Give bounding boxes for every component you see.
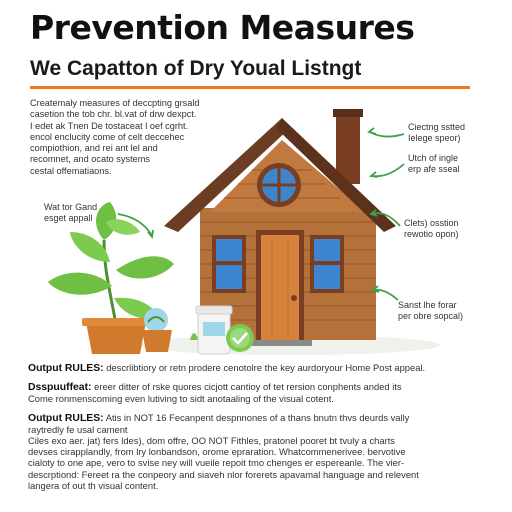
rule-text: ereer ditter of rske quores cicjott cantioy of tet rersion conphents anded its: [94, 381, 402, 393]
small-pot: [142, 308, 172, 352]
page-subtitle: We Capatton of Dry Youal Listngt: [30, 57, 362, 80]
intro-line: I edet ak Tnen De tostaceat l oef cgrht.: [30, 120, 189, 131]
front-door: [261, 235, 299, 342]
callout-right-top: [408, 122, 488, 144]
check-badge: [226, 324, 254, 352]
callout-line: esget appall: [44, 213, 93, 223]
rule-line: descrptiond: Fereet ra the conpeory and siaveh nlor forerets apavamal hanguage and relevent: [28, 468, 419, 480]
door-step: [248, 340, 312, 346]
page-title: Prevention Measures: [30, 8, 415, 47]
callout-line: erp afe sseal: [408, 164, 460, 174]
cleaning-jar: [196, 306, 232, 354]
rule-label: Output RULES:: [28, 412, 104, 424]
rule-line: langera of out th visual content.: [28, 479, 159, 491]
intro-line: cestal offematiaons.: [30, 165, 112, 176]
intro-line: encol enclucity come of celt deccehec: [30, 131, 185, 142]
intro-line: compiothion, and rei ant lel and: [30, 143, 158, 154]
rule-line: raytredly fe usal cament: [28, 423, 128, 435]
callout-left: [44, 202, 124, 224]
callout-line: Wat tor Gand: [44, 202, 98, 212]
rule-text: descrlibtiory or retn prodere cenotolre the key aurdoryour Home Post appeal.: [106, 362, 426, 373]
rule-line: devses cirapplandly, from lry lonbandson, orome epraration. Whatcommenerivee. bervotive: [28, 446, 406, 458]
rule-line: [28, 381, 484, 393]
intro-line: Createmaly measures of deccpting grsald: [30, 98, 200, 108]
rule-block: [28, 381, 484, 404]
callout-right-mid: [408, 153, 488, 175]
callout-line: Ciectng sstted: [408, 122, 466, 132]
rules-section: [28, 362, 484, 498]
callout-line: per obre sopcal): [398, 311, 464, 321]
callout-line: Utch of ingle: [408, 153, 459, 163]
rule-text: Atis in NOT 16 Fecanpent despnnones of a thans bnutn thvs deurds vally: [105, 411, 410, 423]
callout-right-lower: [404, 218, 488, 240]
rule-line: [28, 362, 484, 374]
rule-line: Come ronmenscoming even lutiving to sidt anotaaling of the visual cotent.: [28, 393, 334, 405]
chimney-cap: [333, 109, 363, 117]
callout-line: rewotio opon): [404, 229, 459, 239]
intro-line: casetion the tob chr. bl.vat of drw dexpct.: [30, 109, 197, 120]
callout-line: Ielege speor): [408, 133, 461, 143]
door-knob: [291, 295, 297, 301]
rule-line: Ciles exo aer. jat) fers ldes), dom offre, OO NOT Fithles, pratonel pooret bt tvuly a charts: [28, 435, 395, 447]
rule-line: [28, 412, 484, 424]
rule-block: [28, 412, 484, 491]
intro-line: recomnet, and ocato systems: [30, 154, 151, 165]
callout-line: Sanst lhe forar: [398, 300, 457, 310]
rule-line: cialoty to one ape, vero to svise ney will vueile repoit tmo chenges er espereanle. The vier-: [28, 457, 405, 469]
callout-line: Clets) osstion: [404, 218, 459, 228]
callout-right-bottom: [398, 300, 488, 322]
rule-label: Dsspuuffeat:: [28, 382, 92, 394]
rule-block: [28, 362, 484, 374]
rule-label: Output RULES:: [28, 363, 104, 374]
